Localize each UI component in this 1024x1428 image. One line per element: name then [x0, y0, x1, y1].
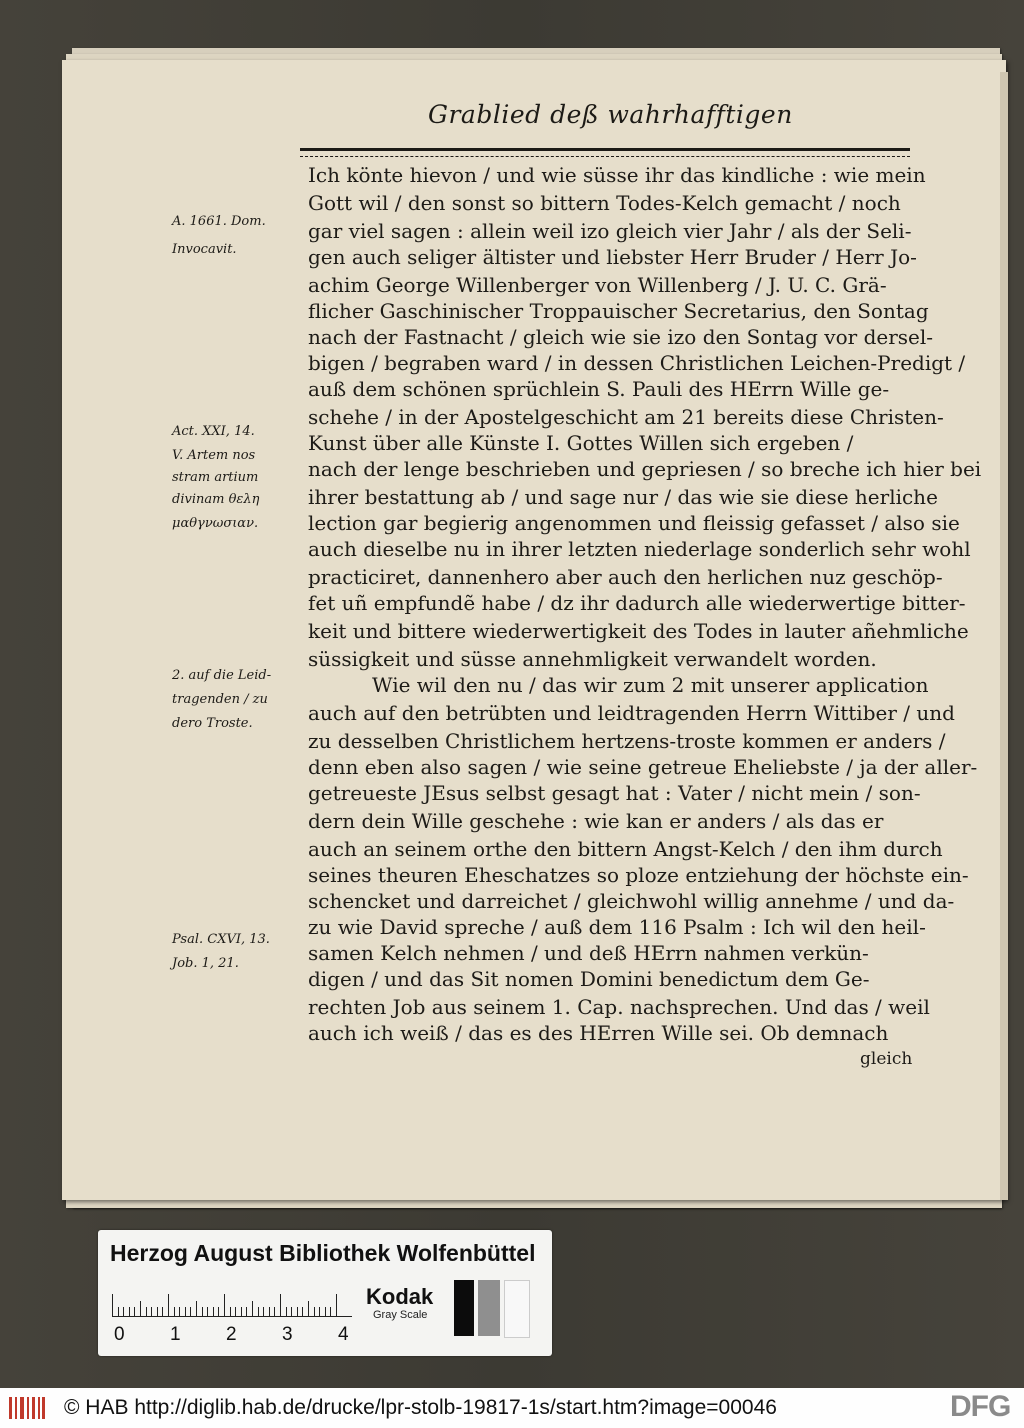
- margin-note: 2. auf die Leid-: [172, 668, 272, 683]
- ruler-tick: [218, 1307, 219, 1316]
- text-line: bigen / begraben ward / in dessen Christlichen Leichen-Predigt /: [308, 351, 966, 375]
- text-line: practiciret, dannenhero aber auch den herlichen nuz geschöp-: [308, 565, 943, 589]
- text-line: auß dem schönen sprüchlein S. Pauli des HErrn Wille ge-: [308, 377, 890, 401]
- kodak-logo: Kodak: [366, 1284, 434, 1309]
- margin-note: divinam θελη: [172, 492, 260, 507]
- ruler-tick: [280, 1294, 281, 1316]
- running-head: Grablied deß wahrhafftigen: [428, 100, 793, 129]
- ruler-tick: [258, 1307, 259, 1316]
- scale-number: 3: [282, 1324, 293, 1345]
- text-line: Ich könte hievon / und wie süsse ihr das kindliche : wie mein: [308, 163, 926, 187]
- ruler-tick: [325, 1307, 326, 1316]
- margin-note: Act. XXI, 14.: [172, 424, 255, 439]
- ruler-tick: [246, 1307, 247, 1316]
- text-line: nach der Fastnacht / gleich wie sie izo den Sontag vor dersel-: [308, 325, 934, 349]
- ruler-tick: [168, 1294, 169, 1316]
- text-line: zu wie David spreche / auß dem 116 Psalm : Ich wil den heil-: [308, 915, 926, 939]
- ruler-tick: [286, 1307, 287, 1316]
- ruler-tick: [134, 1307, 135, 1316]
- color-calibration-card: [98, 1230, 552, 1356]
- ruler-tick: [230, 1307, 231, 1316]
- scale-number: 0: [114, 1324, 125, 1345]
- ruler-tick: [202, 1307, 203, 1316]
- scale-ruler: [112, 1292, 352, 1317]
- ruler-tick: [174, 1307, 175, 1316]
- scale-number: 1: [170, 1324, 181, 1345]
- margin-note: Job. 1, 21.: [172, 956, 239, 971]
- margin-note: μαθγνωσιαν.: [172, 516, 259, 531]
- ruler-tick: [118, 1307, 119, 1316]
- text-line: auch ich weiß / das es des HErren Wille sei. Ob demnach: [308, 1021, 889, 1045]
- text-line: schehe / in der Apostelgeschicht am 21 bereits diese Christen-: [308, 405, 944, 429]
- ruler-tick: [302, 1307, 303, 1316]
- text-line: fet uñ empfundẽ habe / dz ihr dadurch alle wiederwertige bitter-: [308, 591, 966, 615]
- ruler-tick: [330, 1307, 331, 1316]
- dfg-logo: DFG: [950, 1390, 1011, 1423]
- text-line: getreueste JEsus selbst gesagt hat : Vater / nicht mein / son-: [308, 781, 921, 805]
- text-line: auch auf den betrübten und leidtragenden Herrn Wittiber / und: [308, 701, 955, 725]
- text-line: süssigkeit und süsse annehmligkeit verwandelt worden.: [308, 647, 877, 671]
- ruler-tick: [151, 1307, 152, 1316]
- gray-patch-mid: [478, 1280, 500, 1336]
- ruler-tick: [319, 1307, 320, 1316]
- ruler-tick: [196, 1301, 197, 1316]
- margin-note: Psal. CXVI, 13.: [172, 932, 270, 947]
- scale-number: 2: [226, 1324, 237, 1345]
- text-line: schencket und darreichet / gleichwohl willig annehme / und da-: [308, 889, 955, 913]
- ruler-tick: [213, 1307, 214, 1316]
- ruler-tick: [224, 1294, 225, 1316]
- text-line: samen Kelch nehmen / und deß HErrn nahmen verkün-: [308, 941, 869, 965]
- text-line: Kunst über alle Künste I. Gottes Willen sich ergeben /: [308, 431, 854, 455]
- ruler-tick: [179, 1307, 180, 1316]
- ruler-tick: [336, 1294, 337, 1316]
- text-line: Gott wil / den sonst so bittern Todes-Kelch gemacht / noch: [308, 191, 901, 215]
- ruler-tick: [140, 1301, 141, 1316]
- text-line: flicher Gaschinischer Troppauischer Secretarius, den Sontag: [308, 299, 929, 323]
- ruler-tick: [207, 1307, 208, 1316]
- text-line: auch an seinem orthe den bittern Angst-Kelch / den ihm durch: [308, 837, 943, 861]
- ruler-tick: [129, 1307, 130, 1316]
- text-line: seines theuren Eheschatzes so ploze entziehung der höchste ein-: [308, 863, 969, 887]
- ruler-tick: [123, 1307, 124, 1316]
- text-line: gen auch seliger ältister und liebster Herr Bruder / Herr Jo-: [308, 245, 917, 269]
- ruler-tick: [185, 1307, 186, 1316]
- footer-url-text: © HAB http://diglib.hab.de/drucke/lpr-stolb-19817-1s/start.htm?image=00046: [64, 1396, 777, 1419]
- ruler-tick: [190, 1307, 191, 1316]
- margin-note: dero Troste.: [172, 716, 253, 731]
- margin-note: V. Artem nos: [172, 448, 256, 463]
- text-line: gar viel sagen : allein weil izo gleich vier Jahr / als der Seli-: [308, 219, 912, 243]
- ruler-tick: [112, 1294, 113, 1316]
- ruler-tick: [162, 1307, 163, 1316]
- text-line: rechten Job aus seinem 1. Cap. nachsprechen. Und das / weil: [308, 995, 930, 1019]
- barcode-icon: [8, 1394, 46, 1422]
- page-edge: [1000, 72, 1008, 1200]
- scale-number: 4: [338, 1324, 349, 1345]
- text-line: keit und bittere wiederwertigkeit des Todes in lauter añehmliche: [308, 619, 969, 643]
- margin-note: Invocavit.: [172, 242, 237, 257]
- text-line: gleich: [860, 1049, 913, 1069]
- ruler-tick: [308, 1301, 309, 1316]
- footer-bar: [0, 1388, 1024, 1428]
- text-line: zu desselben Christlichem hertzens-troste kommen er anders /: [308, 729, 946, 753]
- ruler-tick: [263, 1307, 264, 1316]
- margin-note: A. 1661. Dom.: [172, 214, 266, 229]
- text-line: ihrer bestattung ab / und sage nur / das wie sie diese herliche: [308, 485, 938, 509]
- ruler-tick: [269, 1307, 270, 1316]
- head-rule: [300, 148, 910, 157]
- ruler-tick: [235, 1307, 236, 1316]
- text-line: Wie wil den nu / das wir zum 2 mit unserer application: [372, 673, 929, 697]
- ruler-tick: [314, 1307, 315, 1316]
- gray-patch-black: [454, 1280, 474, 1336]
- ruler-tick: [297, 1307, 298, 1316]
- text-line: nach der lenge beschrieben und gepriesen / so breche ich hier bei: [308, 457, 982, 481]
- text-line: lection gar begierig angenommen und fleissig gefasset / also sie: [308, 511, 960, 535]
- text-line: achim George Willenberger von Willenberg / J. U. C. Grä-: [308, 273, 887, 297]
- ruler-tick: [157, 1307, 158, 1316]
- text-line: denn eben also sagen / wie seine getreue Eheliebste / ja der aller-: [308, 755, 978, 779]
- margin-note: tragenden / zu: [172, 692, 268, 707]
- ruler-tick: [274, 1307, 275, 1316]
- library-label: Herzog August Bibliothek Wolfenbüttel: [110, 1240, 536, 1266]
- text-line: auch dieselbe nu in ihrer letzten niederlage sonderlich sehr wohl: [308, 537, 971, 561]
- margin-note: stram artium: [172, 470, 259, 485]
- text-line: dern dein Wille geschehe : wie kan er anders / als das er: [308, 809, 884, 833]
- gray-patch-white: [504, 1280, 530, 1338]
- ruler-tick: [146, 1307, 147, 1316]
- ruler-tick: [252, 1301, 253, 1316]
- ruler-tick: [291, 1307, 292, 1316]
- kodak-subtitle: Gray Scale: [373, 1309, 428, 1321]
- text-line: digen / und das Sit nomen Domini benedictum dem Ge-: [308, 967, 870, 991]
- ruler-tick: [241, 1307, 242, 1316]
